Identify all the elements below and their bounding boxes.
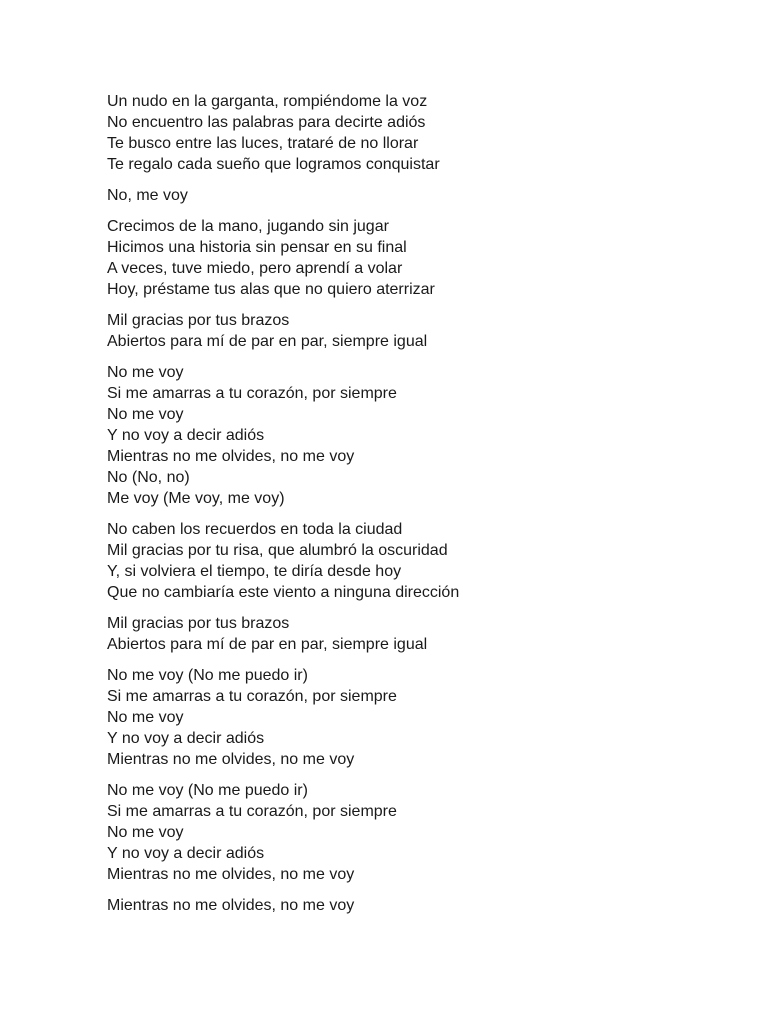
stanza-7 (107, 613, 747, 655)
stanza-6 (107, 519, 747, 603)
lyric-line: Te regalo cada sueño que logramos conquistar (107, 156, 440, 173)
lyric-line: Si me amarras a tu corazón, por siempre (107, 803, 397, 820)
lyric-line: No caben los recuerdos en toda la ciudad (107, 521, 403, 538)
lyric-line: Hoy, préstame tus alas que no quiero aterrizar (107, 281, 435, 298)
lyric-line: No, me voy (107, 187, 188, 204)
lyric-line: Crecimos de la mano, jugando sin jugar (107, 218, 389, 235)
stanza-8 (107, 665, 747, 770)
stanza-10 (107, 895, 747, 916)
lyric-line: No encuentro las palabras para decirte adiós (107, 114, 426, 131)
lyric-line: No me voy (107, 709, 184, 726)
lyrics-page (107, 91, 747, 926)
lyric-line: Si me amarras a tu corazón, por siempre (107, 385, 397, 402)
lyric-line: Mientras no me olvides, no me voy (107, 897, 355, 914)
lyric-line: Me voy (Me voy, me voy) (107, 490, 285, 507)
lyric-line: Mientras no me olvides, no me voy (107, 751, 355, 768)
lyric-line: No me voy (107, 824, 184, 841)
lyric-line: Mil gracias por tus brazos (107, 615, 290, 632)
lyric-line: Hicimos una historia sin pensar en su final (107, 239, 407, 256)
lyric-line: Que no cambiaría este viento a ninguna dirección (107, 584, 460, 601)
lyric-line: Si me amarras a tu corazón, por siempre (107, 688, 397, 705)
stanza-2 (107, 185, 747, 206)
lyric-line: Y, si volviera el tiempo, te diría desde hoy (107, 563, 402, 580)
lyric-line: Y no voy a decir adiós (107, 845, 265, 862)
lyric-line: No me voy (107, 364, 184, 381)
lyric-line: Te busco entre las luces, trataré de no llorar (107, 135, 419, 152)
stanza-4 (107, 310, 747, 352)
lyric-line: Abiertos para mí de par en par, siempre igual (107, 333, 428, 350)
stanza-3 (107, 216, 747, 300)
lyric-line: Y no voy a decir adiós (107, 427, 265, 444)
lyric-line: A veces, tuve miedo, pero aprendí a volar (107, 260, 403, 277)
stanza-1 (107, 91, 747, 175)
lyric-line: No me voy (No me puedo ir) (107, 782, 308, 799)
lyric-line: Un nudo en la garganta, rompiéndome la voz (107, 93, 428, 110)
lyric-line: No me voy (107, 406, 184, 423)
lyric-line: Abiertos para mí de par en par, siempre igual (107, 636, 428, 653)
lyric-line: Mientras no me olvides, no me voy (107, 448, 355, 465)
lyric-line: Y no voy a decir adiós (107, 730, 265, 747)
stanza-5 (107, 362, 747, 509)
lyric-line: Mil gracias por tu risa, que alumbró la oscuridad (107, 542, 448, 559)
lyric-line: No (No, no) (107, 469, 190, 486)
lyric-line: No me voy (No me puedo ir) (107, 667, 308, 684)
lyric-line: Mientras no me olvides, no me voy (107, 866, 355, 883)
lyric-line: Mil gracias por tus brazos (107, 312, 290, 329)
stanza-9 (107, 780, 747, 885)
